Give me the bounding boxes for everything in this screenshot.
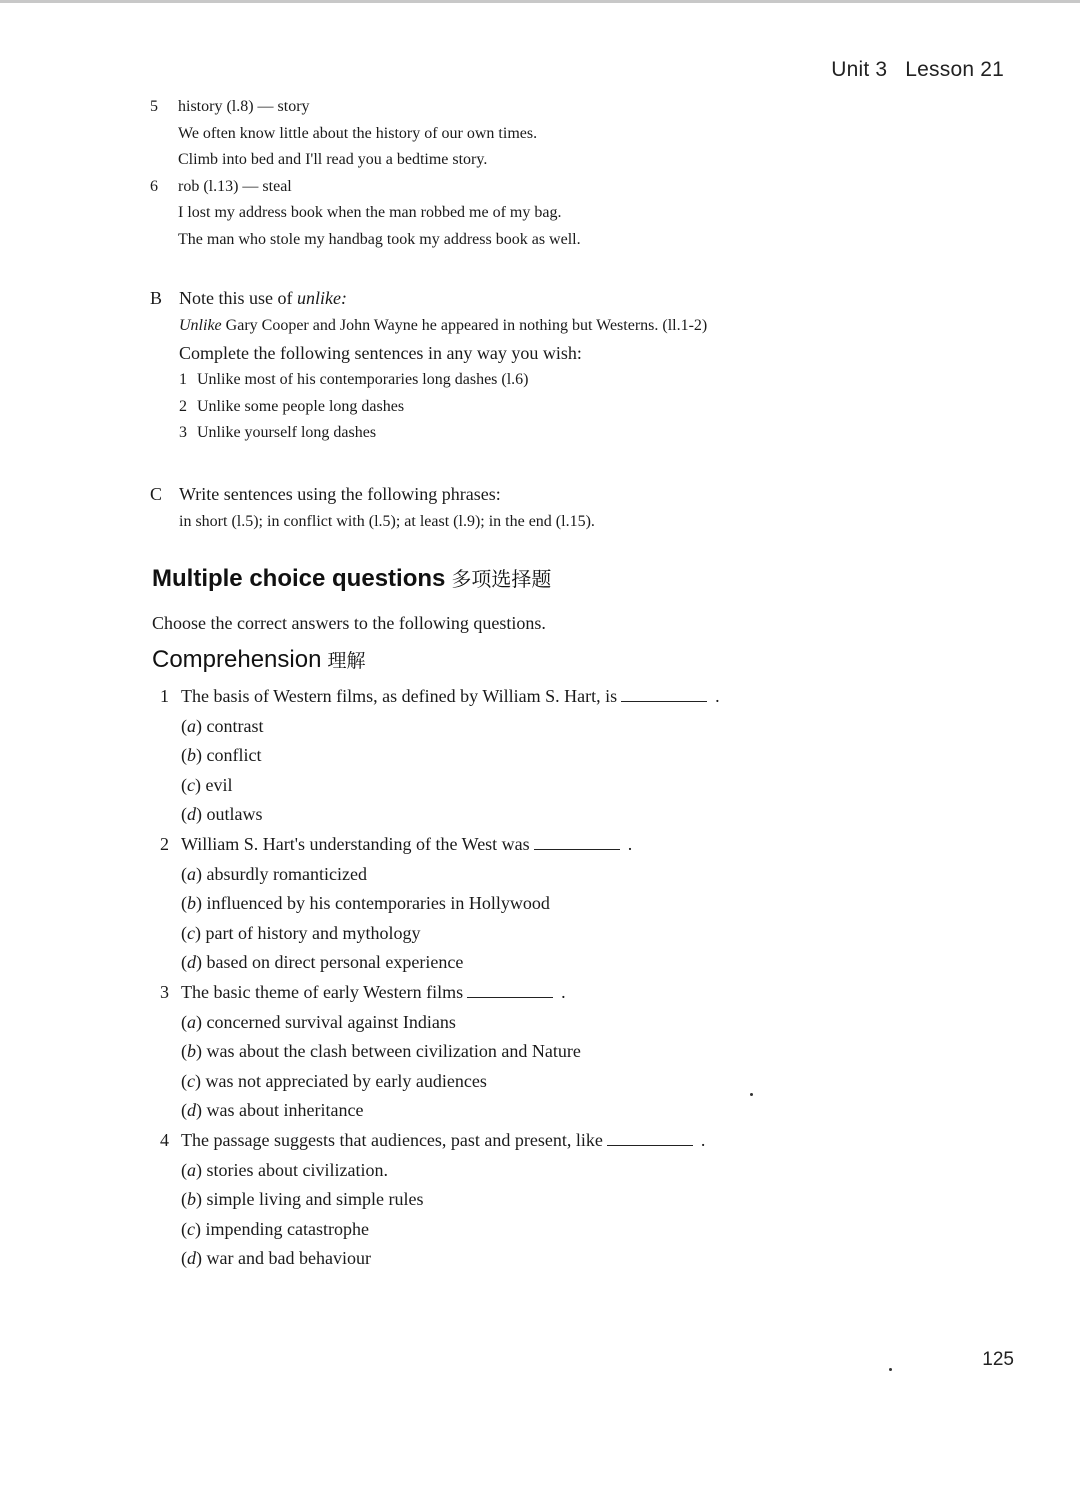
answer-option: (d) based on direct personal experience <box>181 952 464 973</box>
vocab-item <box>150 94 950 174</box>
vocab-head: rob (l.13) — steal <box>178 177 292 195</box>
answer-option: (b) was about the clash between civilization and Nature <box>181 1041 581 1062</box>
answer-option: (a) contrast <box>181 715 264 736</box>
running-header <box>831 58 1004 82</box>
question-number: 3 <box>160 981 169 1002</box>
answer-option: (c) was not appreciated by early audiences <box>181 1070 487 1091</box>
exercise-title: Write sentences using the following phrases: <box>179 484 501 504</box>
question: 3 The basic theme of early Western films . (a) concerned survival against Indians (b) was about the clash between civilization and Nature (c) was not appreciated by early audiences (d) was about inheritance <box>160 978 960 1126</box>
subsection-heading: Comprehension 理解 <box>152 646 366 673</box>
vocab-number: 5 <box>150 98 158 115</box>
lesson-label: Lesson 21 <box>905 58 1004 81</box>
vocab-example: Climb into bed and I'll read you a bedtime story. <box>178 151 488 169</box>
question-stem: William S. Hart's understanding of the West was <box>181 833 530 854</box>
answer-option: (c) impending catastrophe <box>181 1218 369 1239</box>
question-stem: The basic theme of early Western films <box>181 981 464 1002</box>
exercise-item: 1 Unlike most of his contemporaries long dashes (l.6) <box>179 371 529 388</box>
exercise-item: 3 Unlike yourself long dashes <box>179 424 377 441</box>
exercise-title-emphasis: unlike: <box>296 288 347 308</box>
answer-option: (d) was about inheritance <box>181 1100 364 1121</box>
unit-label: Unit 3 <box>831 58 888 81</box>
answer-option: (d) war and bad behaviour <box>181 1248 371 1269</box>
answer-option: (c) evil <box>181 774 233 795</box>
question: 2 William S. Hart's understanding of the West was . (a) absurdly romanticized (b) influenced by his contemporaries in Hollywood (c) part of history and mythology (d) based on direct personal experience <box>160 830 960 978</box>
vocabulary-list <box>150 94 950 254</box>
example-sentence: Unlike Gary Cooper and John Wayne he appeared in nothing but Westerns. (ll.1-2) <box>179 317 708 334</box>
subsection-heading-chinese: 理解 <box>327 650 366 672</box>
question: 4 The passage suggests that audiences, past and present, like . (a) stories about civilization. (b) simple living and simple rules (c) impending catastrophe (d) war and bad behaviour <box>160 1126 960 1274</box>
answer-option: (b) simple living and simple rules <box>181 1189 424 1210</box>
vocab-example: The man who stole my handbag took my address book as well. <box>178 230 581 248</box>
vocab-item <box>150 174 950 254</box>
exercise-instruction: Complete the following sentences in any way you wish: <box>179 343 582 363</box>
question-number: 2 <box>160 833 169 854</box>
answer-blank <box>467 981 553 998</box>
answer-option: (c) part of history and mythology <box>181 922 421 943</box>
exercise-item: 2 Unlike some people long dashes <box>179 397 405 415</box>
answer-blank <box>607 1129 693 1146</box>
answer-blank <box>534 833 620 850</box>
question-stem: The passage suggests that audiences, past and present, like <box>181 1129 603 1150</box>
exercise-letter: C <box>150 484 163 504</box>
answer-option: (d) outlaws <box>181 804 263 825</box>
answer-option: (b) conflict <box>181 745 262 766</box>
question-stem: The basis of Western films, as defined by William S. Hart, is <box>181 686 618 706</box>
vocab-example: I lost my address book when the man robbed me of my bag. <box>178 204 562 222</box>
page-number: 125 <box>982 1349 1014 1370</box>
answer-option: (a) stories about civilization. <box>181 1159 388 1180</box>
exercise-title: Note this use of <box>179 288 297 308</box>
exercise-b <box>150 284 970 447</box>
question-number: 4 <box>160 1129 169 1150</box>
section-instruction: Choose the correct answers to the following questions. <box>152 613 546 633</box>
section-heading-chinese: 多项选择题 <box>451 567 552 591</box>
vocab-number: 6 <box>150 177 158 195</box>
scan-speck <box>889 1368 892 1371</box>
answer-option: (a) absurdly romanticized <box>181 863 367 884</box>
exercise-letter: B <box>150 288 163 308</box>
section-heading: Multiple choice questions 多项选择题 <box>152 565 552 592</box>
question: 1 The basis of Western films, as defined by William S. Hart, is . (a) contrast (b) conflict (c) evil (d) outlaws <box>160 682 960 830</box>
answer-blank <box>621 685 707 702</box>
question-number: 1 <box>160 686 169 706</box>
vocab-head: history (l.8) — story <box>178 98 310 115</box>
answer-option: (b) influenced by his contemporaries in Hollywood <box>181 893 550 914</box>
question-list <box>160 682 960 1274</box>
exercise-c <box>150 480 970 535</box>
phrase-list: in short (l.5); in conflict with (l.5); at least (l.9); in the end (l.15). <box>179 513 595 530</box>
top-edge-rule <box>0 0 1080 3</box>
scan-speck <box>750 1093 753 1096</box>
answer-option: (a) concerned survival against Indians <box>181 1011 456 1032</box>
vocab-example: We often know little about the history of our own times. <box>178 124 538 142</box>
